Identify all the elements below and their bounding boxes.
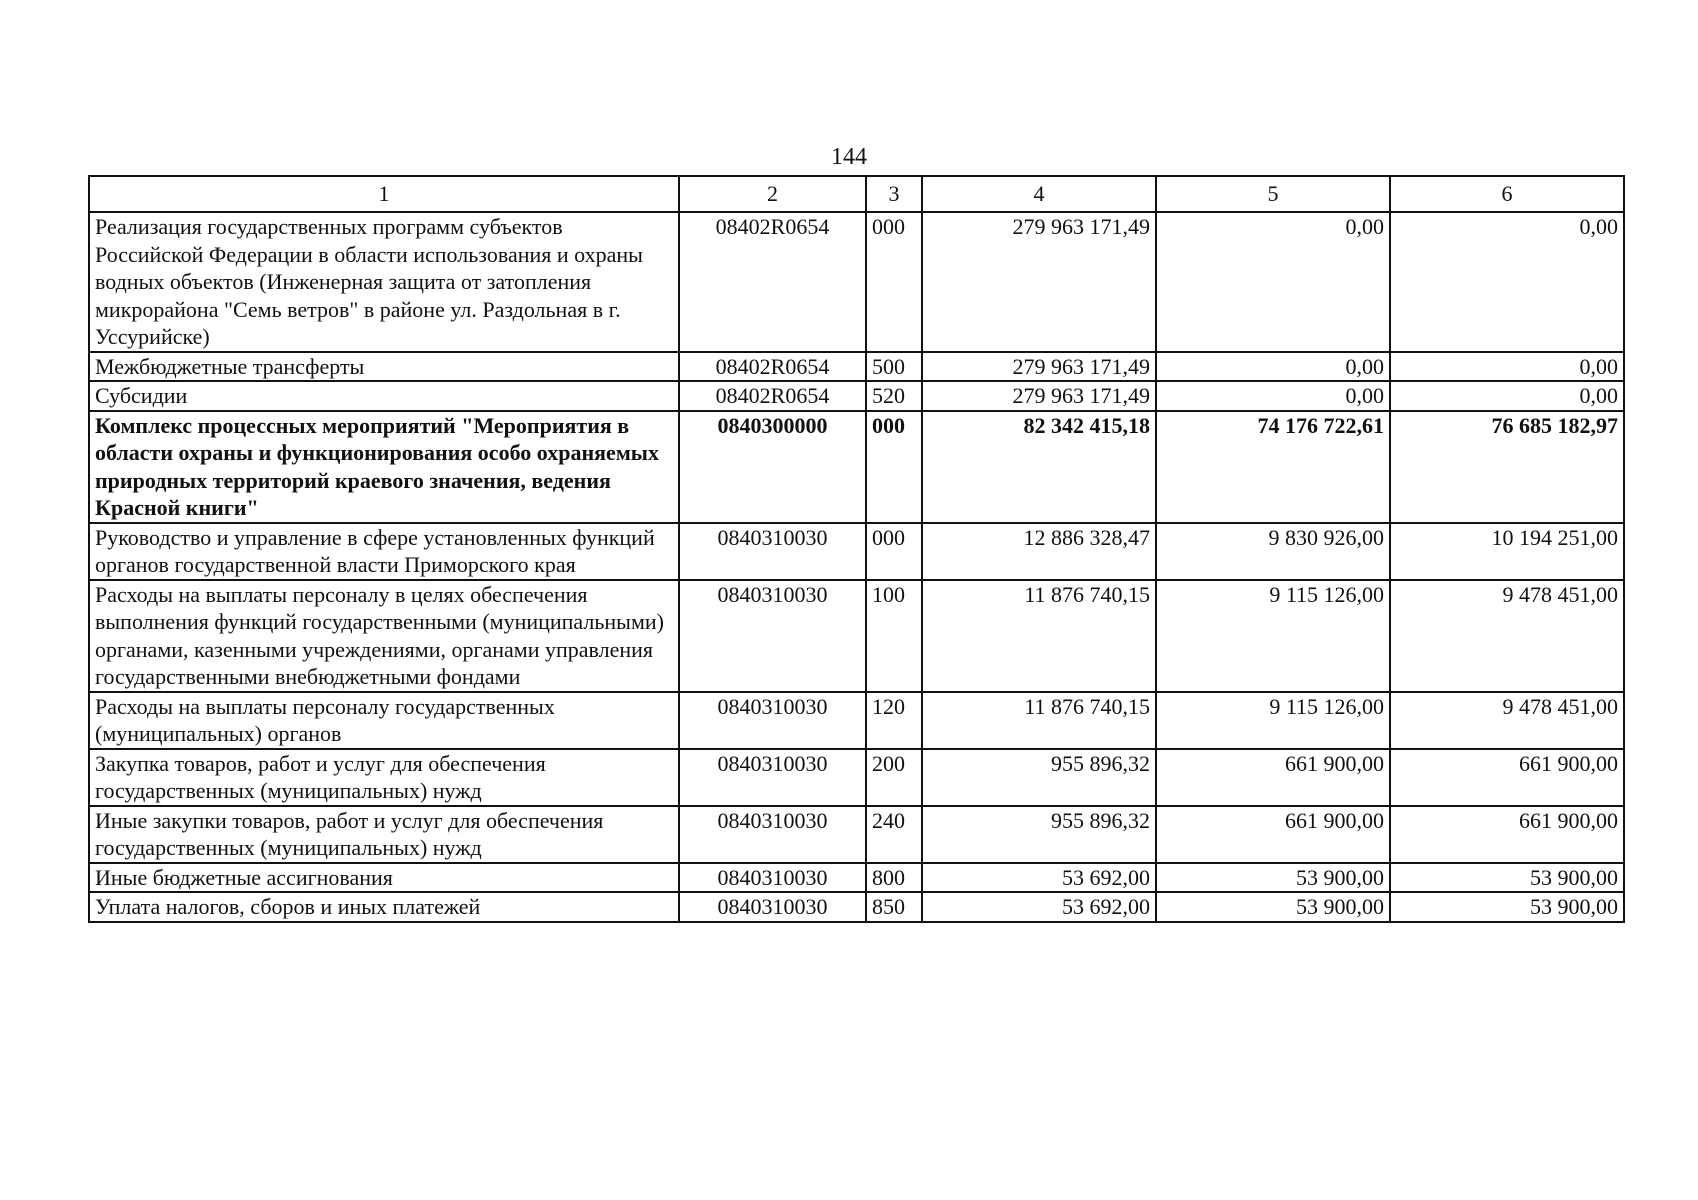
header-col-2: 2 bbox=[679, 176, 866, 212]
cell-code: 0840310030 bbox=[679, 863, 866, 893]
cell-amount-4: 955 896,32 bbox=[922, 749, 1156, 806]
cell-kind: 240 bbox=[866, 806, 922, 863]
cell-name: Расходы на выплаты персоналу в целях обеспечения выполнения функций государственными (муниципальными) органами, казенными учреждениями, органами управления государственными внебюджетными фондами bbox=[89, 580, 679, 692]
table-row bbox=[89, 411, 1624, 523]
header-col-4: 4 bbox=[922, 176, 1156, 212]
table-row bbox=[89, 212, 1624, 352]
cell-kind: 100 bbox=[866, 580, 922, 692]
table-row bbox=[89, 692, 1624, 749]
cell-amount-6: 9 478 451,00 bbox=[1390, 580, 1624, 692]
header-col-6: 6 bbox=[1390, 176, 1624, 212]
cell-amount-5: 74 176 722,61 bbox=[1156, 411, 1390, 523]
cell-name: Реализация государственных программ субъектов Российской Федерации в области использования и охраны водных объектов (Инженерная защита от затопления микрорайона "Семь ветров" в районе ул. Раздольная в г. Уссурийске) bbox=[89, 212, 679, 352]
cell-name: Межбюджетные трансферты bbox=[89, 352, 679, 382]
cell-name: Руководство и управление в сфере установленных функций органов государственной власти Приморского края bbox=[89, 523, 679, 580]
cell-amount-6: 10 194 251,00 bbox=[1390, 523, 1624, 580]
cell-amount-5: 661 900,00 bbox=[1156, 749, 1390, 806]
cell-code: 0840310030 bbox=[679, 806, 866, 863]
table-row bbox=[89, 523, 1624, 580]
header-row bbox=[89, 176, 1624, 212]
cell-name: Иные бюджетные ассигнования bbox=[89, 863, 679, 893]
table-row bbox=[89, 580, 1624, 692]
table-row bbox=[89, 892, 1624, 922]
cell-code: 08402R0654 bbox=[679, 212, 866, 352]
cell-name: Закупка товаров, работ и услуг для обеспечения государственных (муниципальных) нужд bbox=[89, 749, 679, 806]
cell-amount-4: 82 342 415,18 bbox=[922, 411, 1156, 523]
cell-code: 08402R0654 bbox=[679, 381, 866, 411]
cell-amount-4: 53 692,00 bbox=[922, 892, 1156, 922]
table-row bbox=[89, 381, 1624, 411]
cell-amount-5: 53 900,00 bbox=[1156, 892, 1390, 922]
cell-amount-6: 0,00 bbox=[1390, 381, 1624, 411]
cell-kind: 800 bbox=[866, 863, 922, 893]
cell-code: 0840300000 bbox=[679, 411, 866, 523]
cell-amount-4: 11 876 740,15 bbox=[922, 692, 1156, 749]
cell-kind: 520 bbox=[866, 381, 922, 411]
cell-amount-5: 53 900,00 bbox=[1156, 863, 1390, 893]
cell-kind: 000 bbox=[866, 212, 922, 352]
cell-amount-4: 279 963 171,49 bbox=[922, 381, 1156, 411]
cell-name: Иные закупки товаров, работ и услуг для обеспечения государственных (муниципальных) нужд bbox=[89, 806, 679, 863]
cell-kind: 200 bbox=[866, 749, 922, 806]
cell-name: Субсидии bbox=[89, 381, 679, 411]
cell-amount-5: 0,00 bbox=[1156, 212, 1390, 352]
cell-amount-6: 53 900,00 bbox=[1390, 863, 1624, 893]
table-row bbox=[89, 352, 1624, 382]
header-col-1: 1 bbox=[89, 176, 679, 212]
cell-code: 0840310030 bbox=[679, 580, 866, 692]
header-col-3: 3 bbox=[866, 176, 922, 212]
cell-code: 08402R0654 bbox=[679, 352, 866, 382]
cell-name: Уплата налогов, сборов и иных платежей bbox=[89, 892, 679, 922]
cell-kind: 500 bbox=[866, 352, 922, 382]
cell-amount-6: 9 478 451,00 bbox=[1390, 692, 1624, 749]
table-row bbox=[89, 863, 1624, 893]
cell-code: 0840310030 bbox=[679, 692, 866, 749]
cell-amount-6: 0,00 bbox=[1390, 352, 1624, 382]
cell-amount-4: 11 876 740,15 bbox=[922, 580, 1156, 692]
cell-amount-6: 0,00 bbox=[1390, 212, 1624, 352]
cell-code: 0840310030 bbox=[679, 892, 866, 922]
cell-amount-6: 76 685 182,97 bbox=[1390, 411, 1624, 523]
cell-amount-6: 661 900,00 bbox=[1390, 806, 1624, 863]
cell-amount-4: 12 886 328,47 bbox=[922, 523, 1156, 580]
cell-kind: 120 bbox=[866, 692, 922, 749]
cell-code: 0840310030 bbox=[679, 523, 866, 580]
cell-amount-5: 0,00 bbox=[1156, 352, 1390, 382]
cell-amount-5: 0,00 bbox=[1156, 381, 1390, 411]
cell-amount-4: 279 963 171,49 bbox=[922, 352, 1156, 382]
cell-kind: 850 bbox=[866, 892, 922, 922]
cell-kind: 000 bbox=[866, 523, 922, 580]
cell-amount-5: 9 115 126,00 bbox=[1156, 580, 1390, 692]
cell-code: 0840310030 bbox=[679, 749, 866, 806]
cell-amount-4: 279 963 171,49 bbox=[922, 212, 1156, 352]
cell-amount-4: 955 896,32 bbox=[922, 806, 1156, 863]
page-number: 144 bbox=[831, 144, 867, 170]
header-col-5: 5 bbox=[1156, 176, 1390, 212]
cell-amount-5: 9 115 126,00 bbox=[1156, 692, 1390, 749]
cell-amount-5: 661 900,00 bbox=[1156, 806, 1390, 863]
cell-name: Расходы на выплаты персоналу государственных (муниципальных) органов bbox=[89, 692, 679, 749]
cell-kind: 000 bbox=[866, 411, 922, 523]
cell-amount-6: 53 900,00 bbox=[1390, 892, 1624, 922]
cell-amount-6: 661 900,00 bbox=[1390, 749, 1624, 806]
cell-amount-5: 9 830 926,00 bbox=[1156, 523, 1390, 580]
budget-table bbox=[88, 175, 1625, 923]
cell-name: Комплекс процессных мероприятий "Мероприятия в области охраны и функционирования особо охраняемых природных территорий краевого значения, ведения Красной книги" bbox=[89, 411, 679, 523]
cell-amount-4: 53 692,00 bbox=[922, 863, 1156, 893]
table-row bbox=[89, 749, 1624, 806]
table-row bbox=[89, 806, 1624, 863]
